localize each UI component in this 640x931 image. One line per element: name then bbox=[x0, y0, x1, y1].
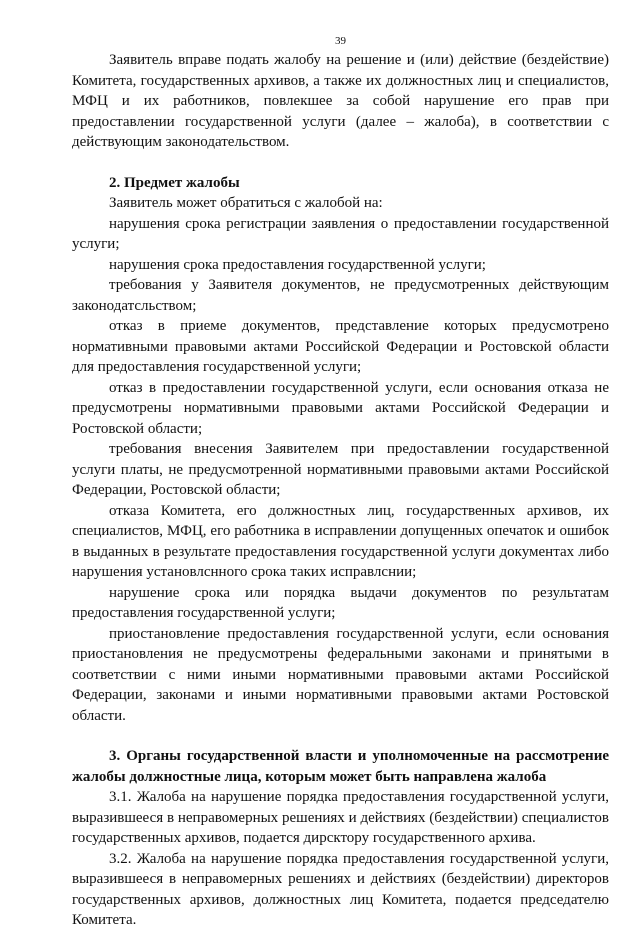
section-2-item: отказ в приеме документов, представление которых предусмотрено нормативными правовыми актами Российской Федерации и Ростовской области для предоставления государственной услуги; bbox=[72, 318, 609, 375]
section-3-heading: 3. Органы государственной власти и уполномоченные на рассмотрение жалобы должностные лица, которым может быть направлена жалоба bbox=[72, 748, 609, 785]
intro-paragraph: Заявитель вправе подать жалобу на решение и (или) действие (бездействие) Комитета, государственных архивов, а также их должностных лиц и специалистов, МФЦ и их работников, повлекшее за собой нарушение его прав при предоставлении государственной услуги (далее – жалоба), в соответствии с действующим законодательством. bbox=[72, 52, 609, 150]
section-3-item: 3.1. Жалоба на нарушение порядка предоставления государственной услуги, выразившееся в неправомерных решениях и действиях (бездействии) специалистов государственных архивов, подается дирсктору государственного архива. bbox=[72, 789, 609, 846]
section-2-item: нарушение срока или порядка выдачи документов по результатам предоставления государственной услуги; bbox=[72, 584, 609, 621]
section-spacer bbox=[72, 726, 609, 746]
section-2-lead: Заявитель может обратиться с жалобой на: bbox=[109, 195, 383, 211]
section-spacer bbox=[72, 153, 609, 173]
section-2-item: требования внесения Заявителем при предоставлении государственной услуги платы, не предусмотренной нормативными правовыми актами Российской Федерации, Ростовской области; bbox=[72, 441, 609, 498]
section-2-item: требования у Заявителя документов, не предусмотренных действующим законодатсльством; bbox=[72, 277, 609, 314]
section-2-heading: 2. Предмет жалобы bbox=[109, 174, 240, 191]
section-3-item: 3.2. Жалоба на нарушение порядка предоставления государственной услуги, выразившееся в неправомерных решениях и действиях (бездействии) директоров государственных архивов, должностных лиц Комитета, подается председателю Комитета. bbox=[72, 850, 609, 928]
section-2-item: нарушения срока регистрации заявления о предоставлении государственной услуги; bbox=[72, 215, 609, 252]
page-number: 39 bbox=[335, 35, 346, 47]
section-2-item: приостановление предоставления государственной услуги, если основания приостановления не предусмотрены федеральными законами и принятыми в соответствии с ними иными нормативными правовыми актами Российской Федерации, законами и иными нормативными правовыми актами Ростовской области. bbox=[72, 625, 609, 724]
section-2-item: отказа Комитета, его должностных лиц, государственных архивов, их специалистов, МФЦ, его работника в исправлении допущенных опечаток и ошибок в выданных в результате предоставления государственной услуги документах либо нарушения установлснного срока таких исправлснии; bbox=[72, 502, 609, 580]
document-page bbox=[72, 34, 609, 931]
section-2-item: отказ в предоставлении государственной услуги, если основания отказа не предусмотрены нормативными правовыми актами Российской Федерации и Ростовской области; bbox=[72, 379, 609, 437]
section-2-item: нарушения срока предоставления государственной услуги; bbox=[109, 256, 486, 273]
